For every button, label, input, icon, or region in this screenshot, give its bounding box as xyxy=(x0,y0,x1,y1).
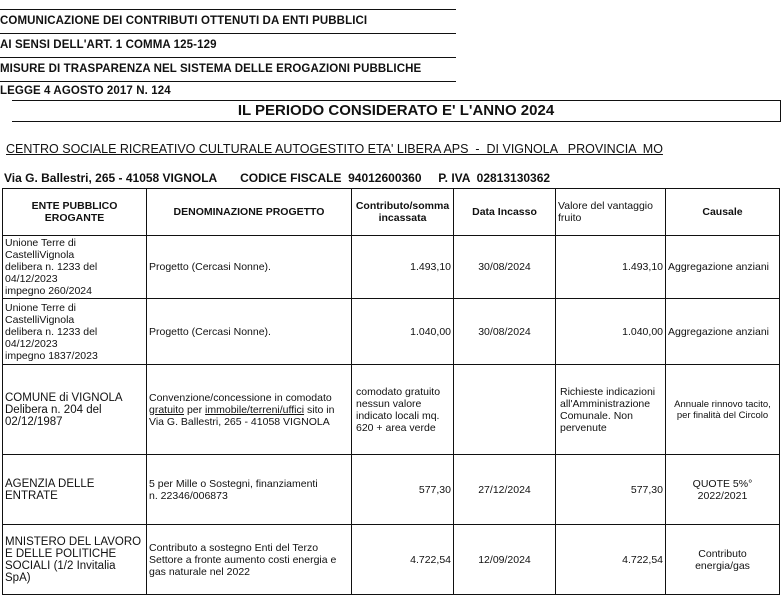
table-header-row xyxy=(3,189,780,236)
cell-ente xyxy=(3,365,147,455)
cell-causale: Aggregazione anziani xyxy=(666,299,780,365)
cell-text: Annuale rinnovo tacito, xyxy=(674,398,771,410)
col-header-causale: Causale xyxy=(666,189,780,236)
cell-text: energia/gas xyxy=(695,559,750,572)
cell-text xyxy=(149,404,349,416)
col-header-progetto: DENOMINAZIONE PROGETTO xyxy=(147,189,352,236)
table-row xyxy=(3,455,780,525)
cell-text: Contributo a sostegno Enti del Terzo xyxy=(149,541,319,554)
cell-text: MNISTERO DEL LAVORO xyxy=(5,535,142,548)
cell-text: Delibera n. 204 del 02/12/1987 xyxy=(5,403,102,428)
cell-progetto xyxy=(147,525,352,595)
cell-vantaggio: 4.722,54 xyxy=(556,525,666,595)
cell-data: 30/08/2024 xyxy=(454,299,556,365)
cell-text: Settore a fronte aumento costi energia e xyxy=(149,553,337,566)
cell-causale xyxy=(666,455,780,525)
cell-text: Via G. Ballestri, 265 - 41058 VIGNOLA xyxy=(149,415,330,428)
cell-progetto: Progetto (Cercasi Nonne). xyxy=(147,236,352,299)
cell-text: comodato gratuito xyxy=(356,385,441,398)
period-banner: IL PERIODO CONSIDERATO E' L'ANNO 2024 xyxy=(12,100,781,122)
cell-text: impegno 1837/2023 xyxy=(5,349,98,362)
cell-ente: AGENZIA DELLE ENTRATE xyxy=(3,455,147,525)
header-line-4: LEGGE 4 AGOSTO 2017 N. 124 xyxy=(0,85,171,97)
col-header-contributo: Contributo/somma incassata xyxy=(352,189,454,236)
contributions-table xyxy=(2,188,780,595)
col-header-ente: ENTE PUBBLICO EROGANTE xyxy=(3,189,147,236)
cell-text: pervenute xyxy=(560,421,607,434)
cell-data: 27/12/2024 xyxy=(454,455,556,525)
cell-text: nessun valore xyxy=(356,397,422,410)
cell-text: COMUNE di VIGNOLA xyxy=(5,391,123,404)
cell-text: per xyxy=(184,403,206,416)
cell-text: Comunale. Non xyxy=(560,409,633,422)
header-line-1: COMUNICAZIONE DEI CONTRIBUTI OTTENUTI DA ENTI PUBBLICI xyxy=(0,15,368,27)
col-header-vantaggio: Valore del vantaggio fruito xyxy=(556,189,666,236)
cell-contributo: 1.040,00 xyxy=(352,299,454,365)
cell-contributo: 577,30 xyxy=(352,455,454,525)
cell-contributo: 1.493,10 xyxy=(352,236,454,299)
cell-text: Richieste indicazioni xyxy=(560,385,656,398)
cell-ente xyxy=(3,299,147,365)
cell-text: SOCIALI (1/2 Invitalia SpA) xyxy=(5,559,116,584)
cell-data: 12/09/2024 xyxy=(454,525,556,595)
cell-text: delibera n. 1233 del 04/12/2023 xyxy=(5,325,98,350)
cell-text: indicato locali mq. xyxy=(356,409,440,422)
cell-text: gas naturale nel 2022 xyxy=(149,565,250,578)
col-header-data: Data Incasso xyxy=(454,189,556,236)
cell-data xyxy=(454,365,556,455)
organization-name: CENTRO SOCIALE RICREATIVO CULTURALE AUTOGESTITO ETA' LIBERA APS - DI VIGNOLA PROVINCIA MO xyxy=(6,142,663,156)
cell-ente xyxy=(3,236,147,299)
cell-causale: Aggregazione anziani xyxy=(666,236,780,299)
cell-text: per finalità del Circolo xyxy=(676,409,769,421)
cell-vantaggio: 577,30 xyxy=(556,455,666,525)
cell-text: n. 22346/006873 xyxy=(149,489,228,502)
cell-text: E DELLE POLITICHE xyxy=(5,547,117,560)
cell-text: Unione Terre di CastelliVignola xyxy=(5,301,77,326)
cell-causale xyxy=(666,365,780,455)
cell-text: sito in xyxy=(304,403,335,416)
cell-text: delibera n. 1233 del 04/12/2023 xyxy=(5,261,98,285)
cell-progetto xyxy=(147,365,352,455)
cell-causale xyxy=(666,525,780,595)
cell-text: QUOTE 5%° xyxy=(692,477,753,490)
divider xyxy=(0,33,456,34)
cell-text: all'Amministrazione xyxy=(560,397,651,410)
cell-text: Unione Terre di CastelliVignola xyxy=(5,237,77,261)
organization-address: Via G. Ballestri, 265 - 41058 VIGNOLA CODICE FISCALE 94012600360 P. IVA 02813130362 xyxy=(4,171,551,185)
table-row xyxy=(3,299,780,365)
cell-progetto: Progetto (Cercasi Nonne). xyxy=(147,299,352,365)
cell-text: 620 + area verde xyxy=(356,421,436,434)
table-row xyxy=(3,365,780,455)
cell-vantaggio: 1.493,10 xyxy=(556,236,666,299)
cell-text: impegno 260/2024 xyxy=(5,285,92,297)
cell-ente xyxy=(3,525,147,595)
divider xyxy=(0,57,456,58)
cell-contributo: 4.722,54 xyxy=(352,525,454,595)
divider xyxy=(0,81,456,82)
cell-text: 5 per Mille o Sostegni, finanziamenti xyxy=(149,477,318,490)
cell-progetto xyxy=(147,455,352,525)
cell-data: 30/08/2024 xyxy=(454,236,556,299)
underlined-text: gratuito xyxy=(149,403,185,416)
underlined-text: immobile/terreni/uffici xyxy=(205,403,305,416)
divider xyxy=(0,9,456,10)
cell-text: Convenzione/concessione in comodato xyxy=(149,391,332,404)
table-row xyxy=(3,236,780,299)
table-row xyxy=(3,525,780,595)
header-line-3: MISURE DI TRASPARENZA NEL SISTEMA DELLE EROGAZIONI PUBBLICHE xyxy=(0,63,422,75)
cell-vantaggio xyxy=(556,365,666,455)
cell-vantaggio: 1.040,00 xyxy=(556,299,666,365)
cell-text: 2022/2021 xyxy=(697,489,748,502)
header-line-2: AI SENSI DELL'ART. 1 COMMA 125-129 xyxy=(0,39,217,51)
cell-text: Contributo xyxy=(698,547,747,560)
cell-contributo xyxy=(352,365,454,455)
